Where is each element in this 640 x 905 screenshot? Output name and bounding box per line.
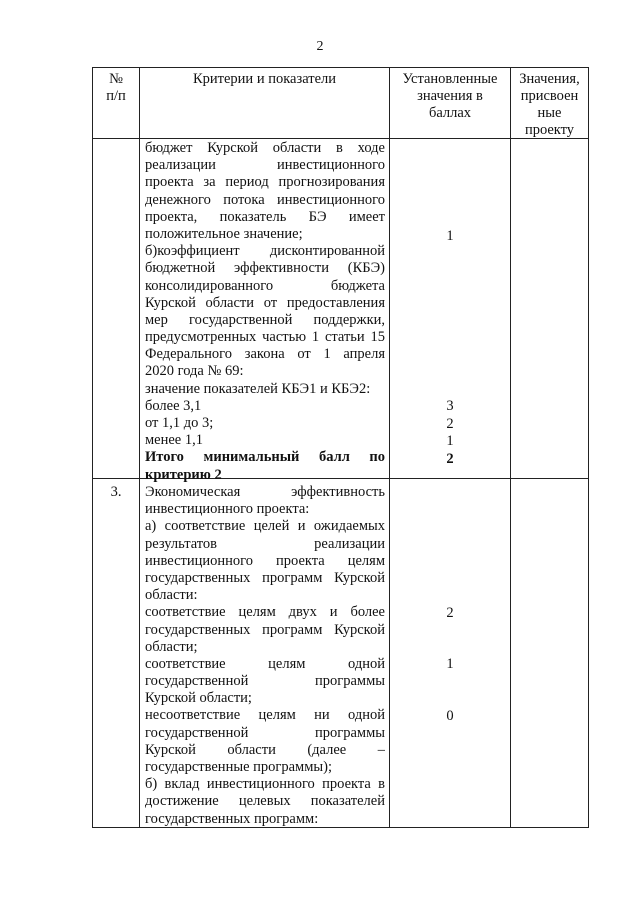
criteria-line: Курской области; [145,690,252,707]
criteria-line: достижение целевых показателей [145,793,385,810]
row2-score: 2 [446,605,454,621]
header-num-line: п/п [106,88,126,104]
header-num [93,71,139,105]
table-border-right [588,67,589,828]
criteria-line: денежного потока инвестиционного [145,191,385,208]
criteria-line: соответствие целям одной [145,655,385,672]
criteria-line: Курской области от предоставления [145,294,385,311]
criteria-line: положительное значение; [145,225,303,242]
row1-criteria [145,140,385,484]
header-assigned-line: присвоен [520,88,579,104]
header-assigned [511,71,588,139]
criteria-line: результатов реализации [145,535,385,552]
criteria-line: государственной программы [145,724,385,741]
criteria-line: 2020 года № 69: [145,363,244,380]
criteria-line: несоответствие целям ни одной [145,707,385,724]
row1-score: 1 [446,228,454,244]
criteria-line: реализации инвестиционного [145,157,385,174]
criteria-line: а) соответствие целей и ожидаемых [145,518,385,535]
criteria-line: инвестиционного проекта целям [145,552,385,569]
criteria-line: значение показателей КБЭ1 и КБЭ2: [145,380,371,397]
criteria-line: Федерального закона от 1 апреля [145,346,385,363]
criteria-line: проекта за период прогнозирования [145,174,385,191]
table-border-top [92,67,589,68]
criteria-line: мер государственной поддержки, [145,311,385,328]
criteria-line: бюджет Курской области в ходе [145,140,385,156]
criteria-line: консолидированного бюджета [145,277,385,294]
criteria-line: бюджетной эффективности (КБЭ) [145,260,385,277]
criteria-total-line: критерию 2 [145,466,222,483]
header-established [390,71,510,122]
header-assigned-line: Значения, [519,71,580,87]
criteria-line: государственных программ Курской [145,569,385,586]
page-number: 2 [316,39,324,54]
criteria-line: от 1,1 до 3; [145,415,214,431]
header-established-line: значения в [417,88,483,104]
row2-number: 3. [110,484,122,500]
row2-score: 0 [446,708,454,724]
row1-score-total: 2 [446,451,454,467]
criteria-line: предусмотренных частью 1 статьи 15 [145,329,385,346]
row2-score: 1 [446,656,454,672]
criteria-total-line: Итого минимальный балл по [145,449,385,466]
criteria-line: более 3,1 [145,397,202,414]
criteria-line: области; [145,638,198,655]
criteria-line: б) вклад инвестиционного проекта в [145,776,385,793]
header-assigned-line: ные [537,105,562,121]
criteria-line: инвестиционного проекта: [145,501,310,518]
criteria-line: менее 1,1 [145,432,203,449]
table-border-col3 [510,67,511,828]
header-established-line: баллах [428,105,472,121]
header-assigned-line: проекту [524,122,575,138]
criteria-line: проекта, показатель БЭ имеет [145,208,385,225]
row2-criteria [145,484,385,828]
table-border-col1 [139,67,140,828]
header-established-line: Установленные [402,71,498,87]
table-border-col2 [389,67,390,828]
row1-score: 3 [446,398,454,414]
criteria-line: государственных программ: [145,810,319,827]
row1-score: 1 [446,433,454,449]
criteria-line: Экономическая эффективность [145,484,385,500]
criteria-line: государственной программы [145,673,385,690]
row1-score: 2 [446,416,454,432]
criteria-line: государственные программы); [145,759,332,775]
criteria-line: области: [145,587,198,604]
header-num-line: № [109,71,123,87]
criteria-line: Курской области (далее – [145,741,385,758]
table-border-left [92,67,93,828]
criteria-line: государственных программ Курской [145,621,385,638]
header-criteria: Критерии и показатели [192,71,337,87]
criteria-line: соответствие целям двух и более [145,604,385,621]
criteria-line: б)коэффициент дисконтированной [145,243,385,260]
